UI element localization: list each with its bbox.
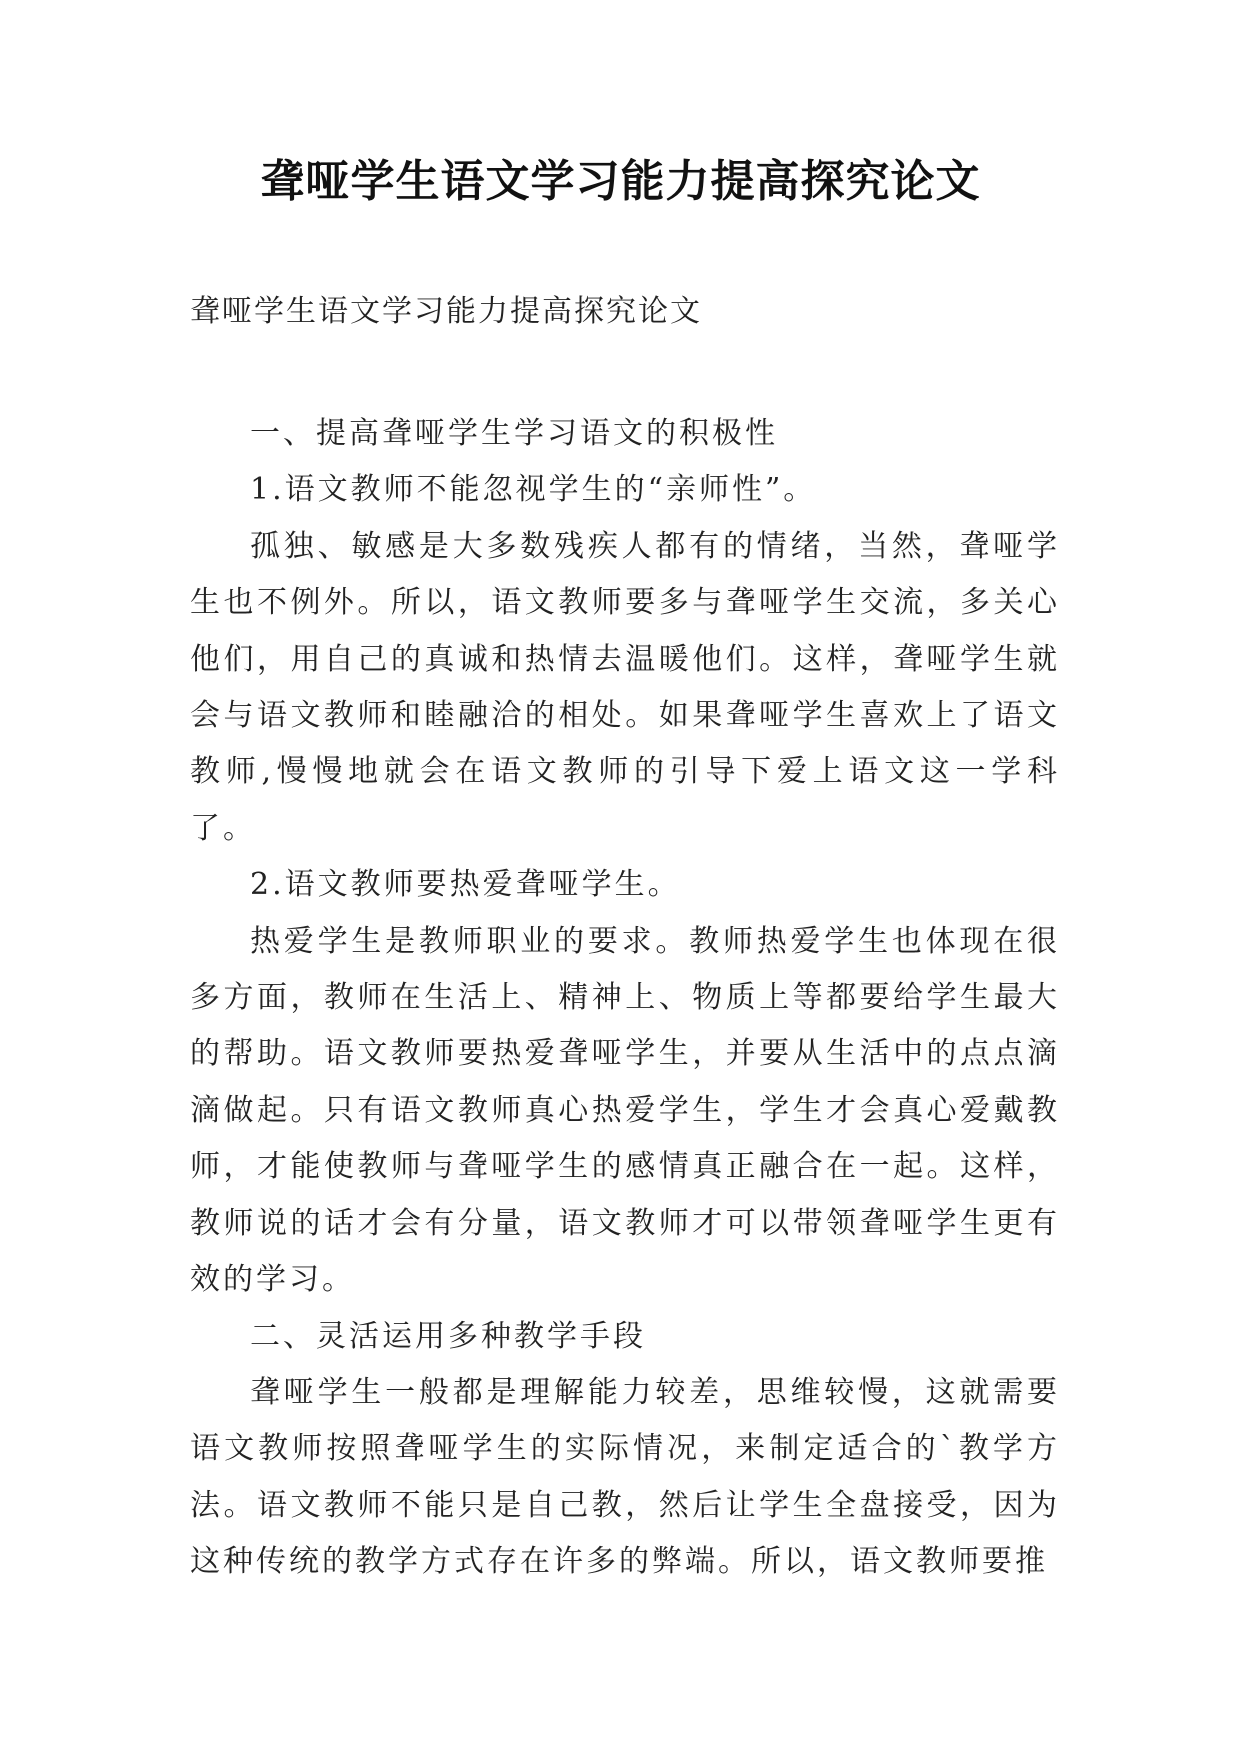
body-paragraph: 孤独、敏感是大多数残疾人都有的情绪，当然，聋哑学生也不例外。所以，语文教师要多与聋哑学生交流，多关心他们，用自己的真诚和热情去温暖他们。这样，聋哑学生就会与语文教师和睦融洽的相处。如果聋哑学生喜欢上了语文教师,慢慢地就会在语文教师的引导下爱上语文这一学科了。 — [190, 528, 1060, 846]
section-heading-1: 一、提高聋哑学生学习语文的积极性 — [250, 416, 778, 451]
document-body — [190, 406, 1060, 1591]
document-subtitle: 聋哑学生语文学习能力提高探究论文 — [190, 294, 702, 329]
document-title: 聋哑学生语文学习能力提高探究论文 — [260, 156, 981, 207]
subsection-heading-1-1: 1.语文教师不能忽视学生的“亲师性”。 — [250, 472, 817, 508]
section-heading-2: 二、灵活运用多种教学手段 — [250, 1318, 646, 1354]
body-paragraph: 热爱学生是教师职业的要求。教师热爱学生也体现在很多方面，教师在生活上、精神上、物质上等都要给学生最大的帮助。语文教师要热爱聋哑学生，并要从生活中的点点滴滴做起。只有语文教师真心热爱学生，学生才会真心爱戴教师，才能使教师与聋哑学生的感情真正融合在一起。这样，教师说的话才会有分量，语文教师才可以带领聋哑学生更有效的学习。 — [190, 923, 1060, 1298]
subsection-heading-1-2: 2.语文教师要热爱聋哑学生。 — [250, 867, 681, 903]
body-paragraph: 聋哑学生一般都是理解能力较差，思维较慢，这就需要语文教师按照聋哑学生的实际情况，来制定适合的`教学方法。语文教师不能只是自己教，然后让学生全盘接受，因为这种传统的教学方式存在许多的弊端。所以，语文教师要推 — [190, 1374, 1060, 1580]
